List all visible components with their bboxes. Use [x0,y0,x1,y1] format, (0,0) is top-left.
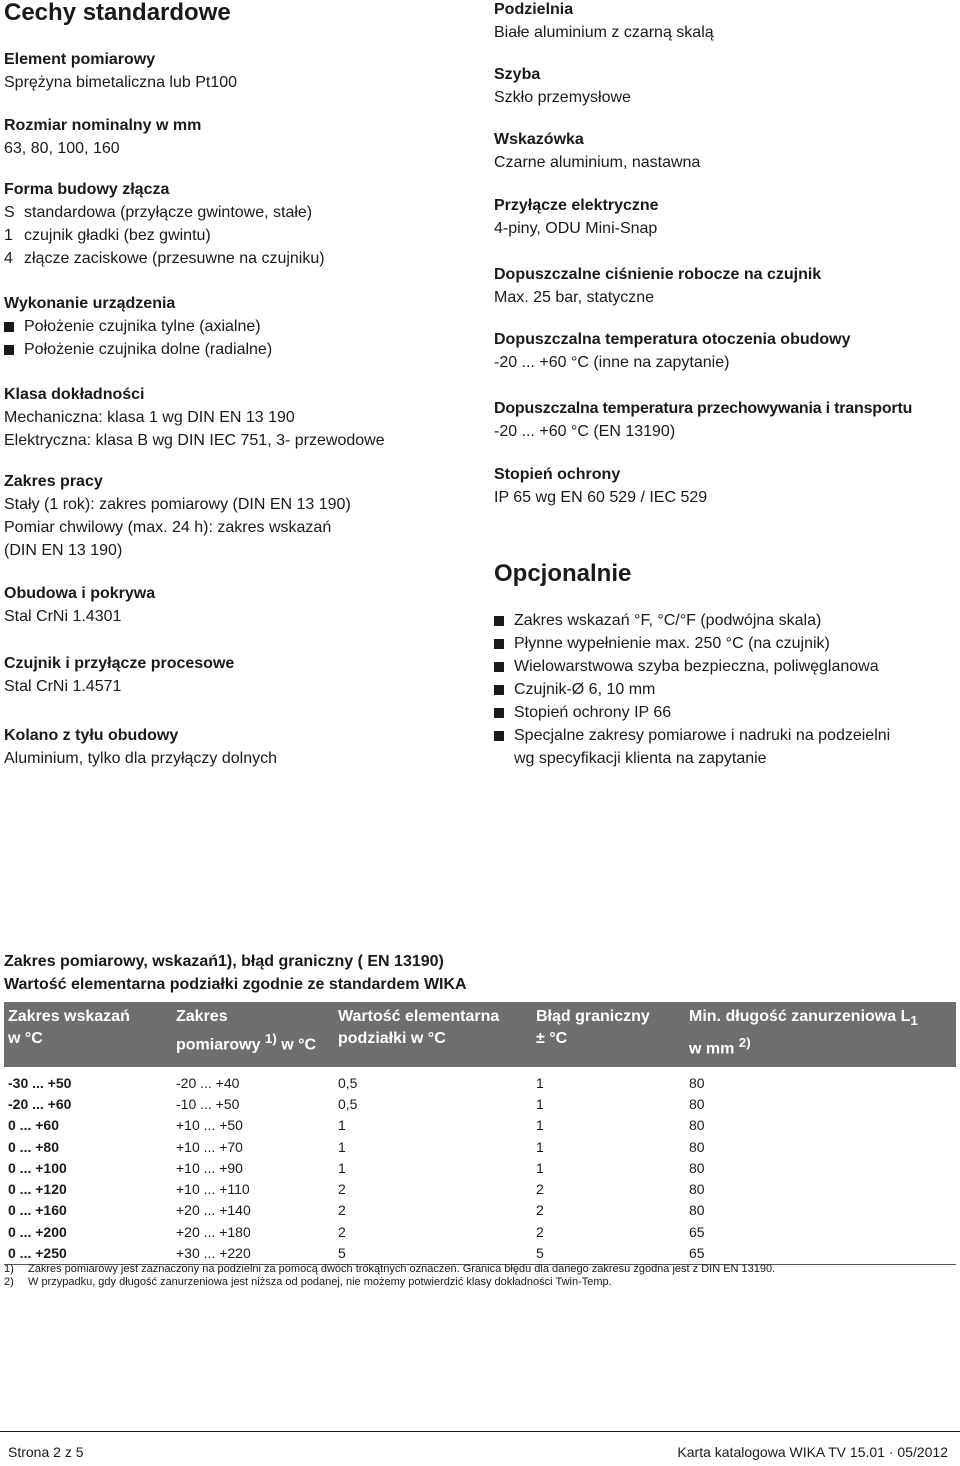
cell-range: 0 ... +60 [8,1117,59,1134]
cell-division: 1 [338,1159,346,1176]
cell-division: 1 [338,1117,346,1134]
cell-measuring: +10 ... +70 [176,1138,243,1155]
cell-measuring: +10 ... +50 [176,1117,243,1134]
header-line: Zakres wskazań [8,1008,130,1025]
section-text: Czarne aluminium, nastawna [494,154,701,171]
section-temp-przechowywania [494,397,960,443]
cell-error: 2 [536,1202,544,1219]
footnote [4,1263,775,1276]
cell-division: 0,5 [338,1074,358,1091]
measurement-table [4,1002,956,1265]
cell-length: 80 [689,1095,705,1112]
section-stopien-ochrony [494,463,960,509]
table-row [4,1222,956,1243]
section-heading: Stopień ochrony [494,466,621,483]
section-szyba [494,63,960,109]
section-obudowa [4,582,474,628]
cell-measuring: +30 ... +220 [172,1243,334,1265]
cell-error: 2 [536,1181,544,1198]
section-text: -20 ... +60 °C (inne na zapytanie) [494,354,730,371]
section-heading: Dopuszczalne ciśnienie robocze na czujnik [494,266,822,283]
section-heading: Przyłącze elektryczne [494,197,659,214]
option-item: Płynne wypełnienie max. 250 °C (na czujnik) [494,632,960,655]
section-zakres-pracy [4,470,474,562]
option-item: Specjalne zakresy pomiarowe i nadruki na podzeielni [494,724,960,747]
footnote-number: 2) [4,1276,14,1288]
section-heading: Podzielnia [494,1,574,18]
header-line: Błąd graniczny [536,1008,650,1025]
section-heading: Klasa dokładności [4,386,145,403]
footnotes [4,1263,775,1289]
section-text: Stały (1 rok): zakres pomiarowy (DIN EN 13 190) [4,496,351,513]
cell-range: 0 ... +80 [8,1138,59,1155]
cell-length: 65 [689,1223,705,1240]
section-czujnik [4,652,474,698]
code-label: 1 [4,227,13,244]
header-line: Zakres [176,1008,228,1025]
header-sup: 1) [264,1031,277,1046]
section-text: 63, 80, 100, 160 [4,140,120,157]
footnote-number: 1) [4,1263,14,1275]
section-text: Stal CrNi 1.4571 [4,678,122,695]
section-wykonanie [4,292,474,361]
table-header-row [4,1002,956,1067]
header-line: podziałki w °C [338,1030,446,1047]
header-cell [4,1002,172,1067]
catalog-reference: Karta katalogowa WIKA TV 15.01 · 05/2012 [677,1444,948,1460]
section-temp-otoczenia [494,328,960,374]
page-number: Strona 2 z 5 [8,1444,84,1460]
header-cell [334,1002,532,1067]
table-row [4,1158,956,1179]
header-line: w °C [276,1036,317,1054]
cell-range: -30 ... +50 [8,1074,72,1091]
section-przylacze-elektryczne [494,194,960,240]
section-forma-budowy [4,178,474,270]
section-cisnienie [494,263,960,309]
section-kolano [4,724,474,770]
options-title: Opcjonalnie [494,560,632,587]
cell-error: 2 [536,1223,544,1240]
section-heading: Wskazówka [494,131,584,148]
code-text: czujnik gładki (bez gwintu) [24,227,211,244]
cell-error: 1 [536,1074,544,1091]
cell-measuring: -10 ... +50 [176,1095,240,1112]
table-subtitle: Wartość elementarna podziałki zgodnie ze standardem WIKA [4,976,467,993]
header-cell [532,1002,685,1067]
option-item: Stopień ochrony IP 66 [494,701,960,724]
bullet-item: Położenie czujnika dolne (radialne) [4,338,474,361]
header-sup: 2) [738,1035,751,1051]
cell-error: 1 [536,1138,544,1155]
cell-division: 5 [334,1243,532,1265]
section-podzielnia [494,0,960,44]
footnote-text: Zakres pomiarowy jest zaznaczony na podzielni za pomocą dwóch trókątnych oznaczeń. Granica błędu dla danego zakresu zgodna jest z DIN EN 13190. [28,1263,776,1275]
cell-measuring: +20 ... +180 [176,1223,251,1240]
table-row [4,1115,956,1136]
cell-measuring: -20 ... +40 [176,1074,240,1091]
section-text: 4-piny, ODU Mini-Snap [494,220,658,237]
footnote-text: W przypadku, gdy długość zanurzeniowa jest niższa od podanej, nie możemy potwierdzić klasy dokładności Twin-Temp. [28,1276,612,1288]
section-text: Max. 25 bar, statyczne [494,289,655,306]
cell-length: 80 [689,1117,705,1134]
code-label: 4 [4,250,13,267]
table-row [4,1200,956,1221]
page-footer [0,1431,960,1460]
cell-length: 80 [689,1138,705,1155]
table-row [4,1243,956,1265]
section-text: Stal CrNi 1.4301 [4,608,122,625]
cell-error: 1 [536,1095,544,1112]
section-heading: Dopuszczalna temperatura przechowywania i transportu [494,400,913,417]
code-text: standardowa (przyłącze gwintowe, stałe) [24,204,313,221]
cell-division: 2 [338,1181,346,1198]
coded-line [4,224,474,247]
section-text: Elektryczna: klasa B wg DIN IEC 751, 3- przewodowe [4,432,385,449]
section-heading: Szyba [494,66,541,83]
cell-measuring: +10 ... +110 [176,1181,250,1198]
section-text: IP 65 wg EN 60 529 / IEC 529 [494,489,708,506]
section-text: Aluminium, tylko dla przyłączy dolnych [4,750,277,767]
section-klasa [4,383,474,452]
header-sub: 1 [910,1013,918,1029]
table-row [4,1067,956,1094]
section-text: (DIN EN 13 190) [4,542,123,559]
section-heading: Forma budowy złącza [4,181,170,198]
measurement-table-section [4,950,956,1288]
header-line: ± °C [536,1030,568,1047]
cell-length: 80 [689,1181,705,1198]
section-text: Białe aluminium z czarną skalą [494,24,714,41]
code-label: S [4,204,15,221]
section-heading: Dopuszczalna temperatura otoczenia obudowy [494,331,851,348]
header-line: w mm [689,1040,739,1058]
cell-range: -20 ... +60 [8,1095,72,1112]
cell-range: 0 ... +120 [8,1181,67,1198]
coded-line [4,247,474,270]
cell-range: 0 ... +160 [8,1202,67,1219]
section-text: Mechaniczna: klasa 1 wg DIN EN 13 190 [4,409,295,426]
section-heading: Czujnik i przyłącze procesowe [4,655,235,672]
footnote [4,1276,775,1289]
table-row [4,1136,956,1157]
bullet-item: Położenie czujnika tylne (axialne) [4,315,474,338]
coded-line [4,201,474,224]
table-row [4,1179,956,1200]
code-text: złącze zaciskowe (przesuwne na czujniku) [24,250,325,267]
cell-division: 2 [338,1202,346,1219]
section-heading: Wykonanie urządzenia [4,295,176,312]
header-line: Wartość elementarna [338,1008,500,1025]
cell-error: 5 [532,1243,685,1265]
page-title: Cechy standardowe [4,0,231,26]
section-wskazowka [494,128,960,174]
cell-length: 65 [685,1243,956,1265]
section-heading: Obudowa i pokrywa [4,585,156,602]
header-cell [172,1002,334,1067]
cell-length: 80 [689,1202,705,1219]
section-text: -20 ... +60 °C (EN 13190) [494,423,676,440]
cell-range: 0 ... +200 [8,1223,67,1240]
cell-range: 0 ... +250 [4,1243,172,1265]
cell-division: 1 [338,1138,346,1155]
section-heading: Element pomiarowy [4,51,156,68]
cell-measuring: +10 ... +90 [176,1159,243,1176]
header-line: pomiarowy [176,1036,265,1054]
option-item-continuation: wg specyfikacji klienta na zapytanie [514,750,767,767]
header-line: w °C [8,1030,43,1047]
section-rozmiar [4,114,474,160]
option-item: Zakres wskazań °F, °C/°F (podwójna skala) [494,609,960,632]
section-heading: Kolano z tyłu obudowy [4,727,179,744]
cell-length: 80 [689,1074,705,1091]
cell-division: 2 [338,1223,346,1240]
cell-range: 0 ... +100 [8,1159,67,1176]
cell-measuring: +20 ... +140 [176,1202,251,1219]
table-title: Zakres pomiarowy, wskazań1), błąd graniczny ( EN 13190) [4,953,444,970]
cell-length: 80 [689,1159,705,1176]
cell-division: 0,5 [338,1095,358,1112]
section-text: Szkło przemysłowe [494,89,631,106]
section-text: Sprężyna bimetaliczna lub Pt100 [4,74,238,91]
section-text: Pomiar chwilowy (max. 24 h): zakres wskazań [4,519,332,536]
section-element-pomiarowy [4,48,474,94]
cell-error: 1 [536,1159,544,1176]
option-item: Wielowarstwowa szyba bezpieczna, poliwęglanowa [494,655,960,678]
header-line: Min. długość zanurzeniowa L [689,1008,911,1025]
options-list [494,609,960,770]
cell-error: 1 [536,1117,544,1134]
option-item: Czujnik-Ø 6, 10 mm [494,678,960,701]
header-cell [685,1002,956,1067]
section-heading: Zakres pracy [4,473,103,490]
section-heading: Rozmiar nominalny w mm [4,117,202,134]
table-row [4,1094,956,1115]
